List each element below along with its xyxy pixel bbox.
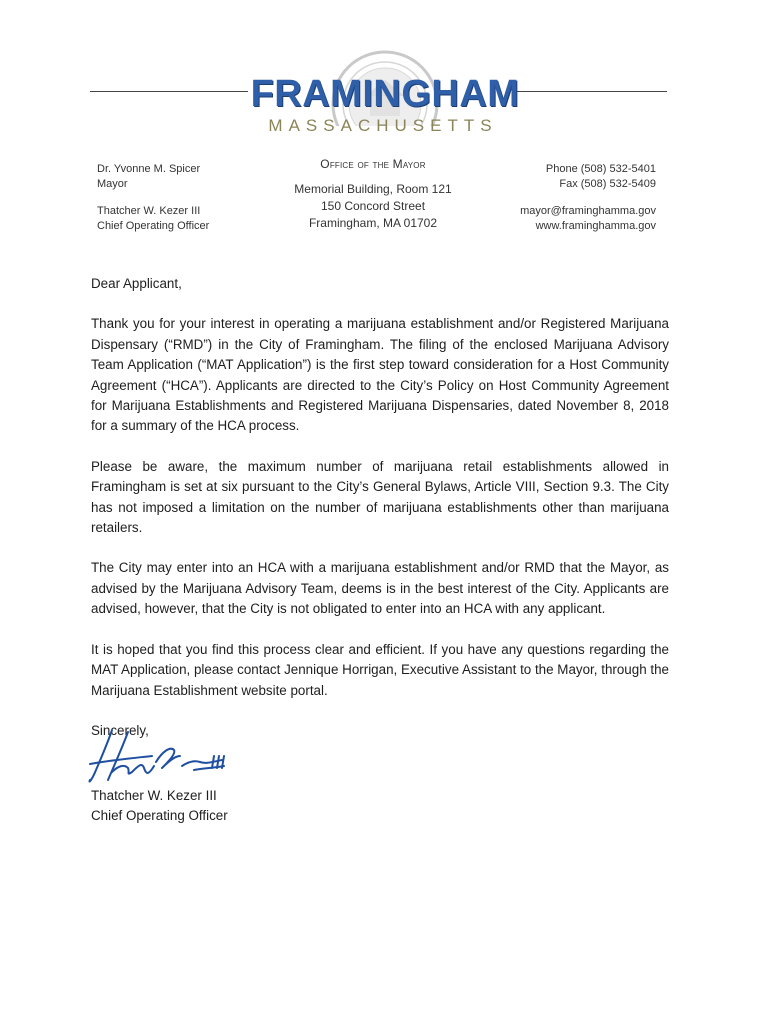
signer-block	[91, 786, 228, 827]
mayor-title: Mayor	[97, 178, 128, 190]
address-line-2: 150 Concord Street	[320, 199, 426, 213]
contact-block	[480, 162, 656, 234]
address-line-3: Framingham, MA 01702	[308, 216, 438, 230]
header-rule-left	[90, 91, 248, 92]
website-link[interactable]: www.framinghamma.gov	[535, 220, 656, 232]
phone: Phone (508) 532-5401	[545, 163, 656, 175]
city-logo-wordmark: FRAMINGHAM	[250, 73, 520, 115]
mayor-name: Dr. Yvonne M. Spicer	[97, 163, 201, 175]
paragraph-2: Please be aware, the maximum number of marijuana retail establishments allowed in Framingham is set at six pursuant to the City’s General Bylaws, Article VIII, Section 9.3. The City has not imposed a limitation on the number of marijuana establishments other than marijuana retailers.	[91, 458, 669, 536]
letterhead	[0, 40, 770, 150]
signer-name: Thatcher W. Kezer III	[91, 788, 217, 803]
closing: Sincerely,	[91, 722, 149, 738]
salutation: Dear Applicant,	[91, 276, 182, 291]
coo-name: Thatcher W. Kezer III	[97, 205, 201, 217]
officials-block	[97, 162, 209, 234]
letter-body	[91, 274, 669, 761]
paragraph-1: Thank you for your interest in operating a marijuana establishment and/or Registered Marijuana Dispensary (“RMD”) in the City of Framingham. The filing of the enclosed Marijuana Advisory Team Application (“MAT Application”) is the first step toward consideration for a Host Community Agreement (“HCA”). Applicants are directed to the City’s Policy on Host Community Agreement for Marijuana Establishments and Registered Marijuana Dispensaries, dated November 8, 2018 for a summary of the HCA process.	[91, 316, 669, 434]
state-wordmark: MASSACHUSETTS	[268, 116, 498, 135]
signer-title: Chief Operating Officer	[91, 808, 228, 824]
office-address-block	[285, 156, 461, 232]
coo-title: Chief Operating Officer	[97, 220, 210, 232]
email-link[interactable]: mayor@framinghamma.gov	[520, 205, 656, 217]
office-name: Office of the Mayor	[320, 157, 426, 171]
fax: Fax (508) 532-5409	[559, 178, 656, 190]
header-rule-right	[515, 91, 667, 92]
paragraph-4: It is hoped that you find this process clear and efficient. If you have any questions regarding the MAT Application, please contact Jennique Horrigan, Executive Assistant to the Mayor, through the Marijuana Establishment website portal.	[91, 641, 669, 698]
paragraph-3: The City may enter into an HCA with a marijuana establishment and/or RMD that the Mayor, as advised by the Marijuana Advisory Team, deems is in the best interest of the City. Applicants are advised, however, that the City is not obligated to enter into an HCA with any applicant.	[91, 560, 669, 617]
address-line-1: Memorial Building, Room 121	[294, 182, 452, 196]
